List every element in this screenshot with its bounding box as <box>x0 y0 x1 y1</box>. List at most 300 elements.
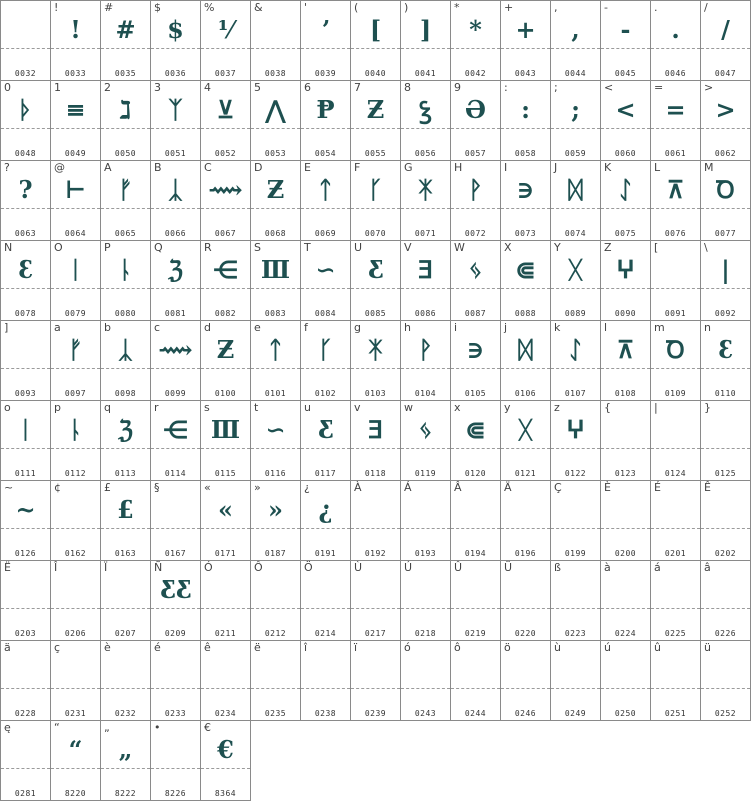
glyph-cell[interactable] <box>550 560 601 641</box>
baseline-divider <box>551 688 600 689</box>
baseline-divider <box>451 288 500 289</box>
glyph-cell[interactable] <box>300 320 351 401</box>
glyph-cell[interactable] <box>450 640 501 721</box>
glyph-cell[interactable] <box>0 160 51 241</box>
glyph-cell[interactable] <box>550 320 601 401</box>
glyph-cell[interactable] <box>200 240 251 321</box>
baseline-divider <box>51 608 100 609</box>
glyph-cell[interactable] <box>400 400 451 481</box>
glyph-cell[interactable] <box>350 0 401 81</box>
baseline-divider <box>301 208 350 209</box>
baseline-divider <box>401 208 450 209</box>
glyph-cell[interactable] <box>550 240 601 321</box>
glyph-cell[interactable] <box>700 0 751 81</box>
glyph-cell-char-label: a <box>54 321 61 334</box>
glyph-cell[interactable] <box>300 80 351 161</box>
glyph-cell[interactable] <box>200 0 251 81</box>
baseline-divider <box>701 48 750 49</box>
glyph-cell[interactable] <box>500 0 551 81</box>
baseline-divider <box>501 48 550 49</box>
glyph-cell[interactable] <box>100 0 151 81</box>
glyph-cell[interactable] <box>600 0 651 81</box>
glyph-cell-code: 0121 <box>514 469 537 478</box>
glyph-cell-char-label: ö <box>504 641 511 654</box>
glyph-cell[interactable] <box>200 560 251 641</box>
baseline-divider <box>101 608 150 609</box>
glyph-cell-code: 0234 <box>214 709 237 718</box>
glyph-cell[interactable] <box>150 720 201 801</box>
glyph-cell[interactable] <box>450 480 501 561</box>
glyph-cell-code: 0220 <box>514 629 537 638</box>
glyph-cell-char-label: . <box>654 1 658 14</box>
baseline-divider <box>101 448 150 449</box>
glyph-cell-code: 0250 <box>614 709 637 718</box>
glyph-cell[interactable] <box>300 160 351 241</box>
glyph-cell[interactable] <box>400 80 451 161</box>
glyph-cell[interactable] <box>150 640 201 721</box>
baseline-divider <box>401 448 450 449</box>
glyph-cell[interactable] <box>50 240 101 321</box>
glyph-cell-char-label: k <box>554 321 561 334</box>
glyph-cell[interactable] <box>150 320 201 401</box>
glyph-cell[interactable] <box>50 0 101 81</box>
glyph-cell-code: 0052 <box>214 149 237 158</box>
glyph-preview: ⋐ <box>515 255 536 284</box>
baseline-divider <box>351 368 400 369</box>
glyph-cell[interactable] <box>0 720 51 801</box>
glyph-cell-code: 0201 <box>664 549 687 558</box>
glyph-cell[interactable] <box>700 560 751 641</box>
baseline-divider <box>51 688 100 689</box>
glyph-cell[interactable] <box>350 80 401 161</box>
baseline-divider <box>351 208 400 209</box>
glyph-cell[interactable] <box>550 480 601 561</box>
glyph-preview: | <box>721 255 730 284</box>
glyph-cell[interactable] <box>450 320 501 401</box>
glyph-cell[interactable] <box>500 320 551 401</box>
glyph-cell[interactable] <box>300 400 351 481</box>
glyph-cell-code: 0101 <box>264 389 287 398</box>
glyph-cell-char-label: J <box>554 161 558 174</box>
glyph-preview: Ƶ <box>366 95 385 124</box>
glyph-cell[interactable] <box>650 400 701 481</box>
glyph-cell[interactable] <box>150 400 201 481</box>
glyph-cell[interactable] <box>0 400 51 481</box>
glyph-cell-char-label: ü <box>704 641 711 654</box>
glyph-cell-char-label: f <box>304 321 308 334</box>
baseline-divider <box>401 608 450 609</box>
glyph-cell[interactable] <box>450 0 501 81</box>
glyph-cell[interactable] <box>100 320 151 401</box>
glyph-cell-char-label: é <box>154 641 161 654</box>
baseline-divider <box>701 368 750 369</box>
glyph-preview <box>301 575 350 605</box>
glyph-cell[interactable] <box>50 320 101 401</box>
glyph-cell[interactable] <box>550 80 601 161</box>
glyph-cell-code: 8222 <box>114 789 137 798</box>
glyph-cell[interactable] <box>250 320 301 401</box>
glyph-cell-char-label: K <box>604 161 612 174</box>
glyph-cell[interactable] <box>600 240 651 321</box>
glyph-cell[interactable] <box>600 160 651 241</box>
baseline-divider <box>351 288 400 289</box>
glyph-preview: ⅟ <box>218 15 233 44</box>
glyph-cell[interactable] <box>150 160 201 241</box>
glyph-preview: ⴺ <box>417 255 434 284</box>
baseline-divider <box>301 288 350 289</box>
glyph-cell-char-label: w <box>404 401 413 414</box>
glyph-preview <box>101 575 150 605</box>
glyph-cell[interactable] <box>250 80 301 161</box>
glyph-preview: $ <box>167 15 184 44</box>
glyph-cell[interactable] <box>300 640 351 721</box>
glyph-cell-char-label: • <box>154 721 161 734</box>
glyph-cell[interactable] <box>700 80 751 161</box>
glyph-cell[interactable] <box>600 480 651 561</box>
glyph-preview: ¿ <box>318 495 333 524</box>
baseline-divider <box>51 128 100 129</box>
glyph-cell-char-label: ú <box>604 641 611 654</box>
glyph-cell[interactable] <box>550 160 601 241</box>
glyph-cell[interactable] <box>450 160 501 241</box>
baseline-divider <box>701 608 750 609</box>
glyph-cell[interactable] <box>300 0 351 81</box>
glyph-cell[interactable] <box>250 480 301 561</box>
baseline-divider <box>251 608 300 609</box>
glyph-cell[interactable] <box>600 400 651 481</box>
glyph-cell[interactable] <box>350 400 401 481</box>
glyph-cell-char-label: Ô <box>254 561 263 574</box>
glyph-cell-code: 0120 <box>464 469 487 478</box>
glyph-cell[interactable] <box>650 560 701 641</box>
baseline-divider <box>351 688 400 689</box>
glyph-cell[interactable] <box>700 400 751 481</box>
glyph-cell[interactable] <box>450 240 501 321</box>
glyph-cell[interactable] <box>300 240 351 321</box>
glyph-cell-code: 0106 <box>514 389 537 398</box>
glyph-preview <box>601 415 650 445</box>
glyph-cell[interactable] <box>650 240 701 321</box>
glyph-preview <box>51 575 100 605</box>
glyph-cell[interactable] <box>50 160 101 241</box>
glyph-cell[interactable] <box>150 240 201 321</box>
glyph-cell[interactable] <box>400 160 451 241</box>
baseline-divider <box>451 368 500 369</box>
glyph-cell[interactable] <box>250 640 301 721</box>
glyph-cell-code: 0206 <box>64 629 87 638</box>
baseline-divider <box>551 208 600 209</box>
glyph-cell-char-label: ? <box>4 161 10 174</box>
glyph-cell[interactable] <box>650 480 701 561</box>
glyph-cell[interactable] <box>150 560 201 641</box>
glyph-cell[interactable] <box>500 560 551 641</box>
glyph-preview: ⋐ <box>465 415 486 444</box>
glyph-cell[interactable] <box>500 240 551 321</box>
glyph-cell[interactable] <box>650 160 701 241</box>
glyph-preview <box>1 15 50 45</box>
glyph-cell[interactable] <box>700 320 751 401</box>
glyph-cell-code: 0040 <box>364 69 387 78</box>
glyph-preview: ᚹ <box>468 175 483 204</box>
baseline-divider <box>101 208 150 209</box>
glyph-cell[interactable] <box>250 0 301 81</box>
glyph-cell[interactable] <box>100 160 151 241</box>
glyph-cell-code: 0113 <box>114 469 137 478</box>
glyph-cell[interactable] <box>700 640 751 721</box>
glyph-cell[interactable] <box>150 0 201 81</box>
baseline-divider <box>401 368 450 369</box>
glyph-preview: ꜫ <box>18 255 33 284</box>
glyph-cell[interactable] <box>600 560 651 641</box>
glyph-preview: ᚷ <box>568 255 583 284</box>
glyph-cell-code: 0056 <box>414 149 437 158</box>
glyph-cell[interactable] <box>250 240 301 321</box>
glyph-cell[interactable] <box>0 240 51 321</box>
glyph-cell[interactable] <box>250 160 301 241</box>
glyph-cell[interactable] <box>500 480 551 561</box>
baseline-divider <box>451 608 500 609</box>
glyph-cell[interactable] <box>600 320 651 401</box>
glyph-cell-code: 0038 <box>264 69 287 78</box>
glyph-cell[interactable] <box>600 80 651 161</box>
glyph-cell-code: 0117 <box>314 469 337 478</box>
glyph-cell[interactable] <box>400 320 451 401</box>
glyph-cell-code: 0070 <box>364 229 387 238</box>
glyph-cell[interactable] <box>450 560 501 641</box>
glyph-cell[interactable] <box>350 160 401 241</box>
glyph-cell[interactable] <box>100 720 151 801</box>
glyph-cell[interactable] <box>400 640 451 721</box>
glyph-cell[interactable] <box>50 480 101 561</box>
baseline-divider <box>301 448 350 449</box>
baseline-divider <box>701 128 750 129</box>
glyph-cell[interactable] <box>450 400 501 481</box>
glyph-preview: . <box>671 15 680 44</box>
glyph-cell-code: 0226 <box>714 629 737 638</box>
glyph-cell[interactable] <box>300 480 351 561</box>
glyph-cell[interactable] <box>700 160 751 241</box>
glyph-cell-code: 0063 <box>14 229 37 238</box>
glyph-cell[interactable] <box>650 320 701 401</box>
glyph-cell-code: 0103 <box>364 389 387 398</box>
glyph-cell[interactable] <box>200 320 251 401</box>
glyph-preview: ! <box>70 15 81 44</box>
glyph-cell[interactable] <box>400 560 451 641</box>
glyph-cell[interactable] <box>200 480 251 561</box>
glyph-cell[interactable] <box>200 160 251 241</box>
glyph-preview <box>601 575 650 605</box>
glyph-preview <box>1 335 50 365</box>
glyph-preview <box>651 255 700 285</box>
glyph-cell-char-label: F <box>354 161 361 174</box>
glyph-cell[interactable] <box>150 480 201 561</box>
glyph-cell[interactable] <box>550 400 601 481</box>
glyph-cell-code: 8364 <box>214 789 237 798</box>
glyph-cell[interactable] <box>200 640 251 721</box>
glyph-cell-char-label: H <box>454 161 463 174</box>
glyph-preview: ⋀ <box>265 95 286 124</box>
glyph-cell[interactable] <box>350 640 401 721</box>
glyph-cell-char-label: ¿ <box>304 481 310 494</box>
glyph-cell-code: 0191 <box>314 549 337 558</box>
glyph-preview <box>551 655 600 685</box>
glyph-cell[interactable] <box>0 320 51 401</box>
baseline-divider <box>351 128 400 129</box>
glyph-cell[interactable] <box>200 400 251 481</box>
glyph-preview: ⊼ <box>666 175 685 204</box>
glyph-cell-char-label: e <box>254 321 261 334</box>
baseline-divider <box>251 48 300 49</box>
glyph-cell[interactable] <box>550 640 601 721</box>
glyph-cell[interactable] <box>400 240 451 321</box>
baseline-divider <box>501 208 550 209</box>
glyph-cell-code: 0036 <box>164 69 187 78</box>
glyph-cell-char-label: ç <box>54 641 61 654</box>
glyph-preview <box>151 495 200 525</box>
glyph-cell-code: 0224 <box>614 629 637 638</box>
glyph-cell[interactable] <box>650 0 701 81</box>
glyph-cell[interactable] <box>400 480 451 561</box>
glyph-cell-code: 0033 <box>64 69 87 78</box>
glyph-cell[interactable] <box>50 640 101 721</box>
baseline-divider <box>1 208 50 209</box>
glyph-cell[interactable] <box>600 640 651 721</box>
glyph-cell-char-label: l <box>604 321 608 334</box>
glyph-cell-code: 0200 <box>614 549 637 558</box>
glyph-cell[interactable] <box>50 720 101 801</box>
glyph-cell-code: 0244 <box>464 709 487 718</box>
baseline-divider <box>151 128 200 129</box>
glyph-cell[interactable] <box>350 240 401 321</box>
glyph-cell-code: 0047 <box>714 69 737 78</box>
glyph-preview <box>251 575 300 605</box>
baseline-divider <box>51 528 100 529</box>
glyph-cell[interactable] <box>400 0 451 81</box>
glyph-cell[interactable] <box>650 80 701 161</box>
glyph-cell[interactable] <box>100 560 151 641</box>
glyph-cell[interactable] <box>100 640 151 721</box>
glyph-cell-char-label: t <box>254 401 259 414</box>
glyph-cell-char-label: § <box>154 481 160 494</box>
glyph-preview: ᛁ <box>68 255 83 284</box>
glyph-cell[interactable] <box>450 80 501 161</box>
glyph-cell[interactable] <box>0 80 51 161</box>
glyph-cell[interactable] <box>500 400 551 481</box>
glyph-cell[interactable] <box>100 240 151 321</box>
glyph-cell-char-label: v <box>354 401 361 414</box>
glyph-cell-code: 0093 <box>14 389 37 398</box>
glyph-cell-char-label: ; <box>554 81 558 94</box>
glyph-cell[interactable] <box>350 480 401 561</box>
glyph-cell-char-label: È <box>604 481 611 494</box>
glyph-cell-code: 0232 <box>114 709 137 718</box>
glyph-cell[interactable] <box>150 80 201 161</box>
glyph-preview: ᛉ <box>168 95 183 124</box>
glyph-cell[interactable] <box>250 400 301 481</box>
baseline-divider <box>651 688 700 689</box>
glyph-cell-char-label: / <box>704 1 708 14</box>
glyph-preview <box>401 575 450 605</box>
glyph-preview: ⋲ <box>213 255 238 284</box>
glyph-cell[interactable] <box>500 640 551 721</box>
glyph-cell[interactable] <box>350 320 401 401</box>
glyph-preview: : <box>521 95 530 124</box>
glyph-cell-char-label: R <box>204 241 212 254</box>
baseline-divider <box>451 528 500 529</box>
glyph-preview: ℨ <box>118 415 133 444</box>
glyph-cell[interactable] <box>700 240 751 321</box>
glyph-cell[interactable] <box>350 560 401 641</box>
glyph-cell-code: 0231 <box>64 709 87 718</box>
glyph-preview: ∋ <box>516 175 535 204</box>
glyph-cell[interactable] <box>50 80 101 161</box>
glyph-cell[interactable] <box>700 480 751 561</box>
baseline-divider <box>1 688 50 689</box>
glyph-cell-char-label: - <box>604 1 608 14</box>
glyph-preview: ∽ <box>265 415 286 444</box>
glyph-cell[interactable] <box>200 80 251 161</box>
glyph-preview: ⟿ <box>158 335 193 364</box>
baseline-divider <box>101 768 150 769</box>
glyph-cell[interactable] <box>300 560 351 641</box>
baseline-divider <box>651 528 700 529</box>
glyph-cell-code: 0202 <box>714 549 737 558</box>
glyph-cell-char-label: + <box>504 1 514 14</box>
glyph-cell-code: 8226 <box>164 789 187 798</box>
glyph-cell-char-label: X <box>504 241 512 254</box>
glyph-cell[interactable] <box>200 720 251 801</box>
baseline-divider <box>301 48 350 49</box>
glyph-cell[interactable] <box>100 480 151 561</box>
glyph-cell-char-label: ) <box>404 1 409 14</box>
glyph-preview: Ә <box>465 95 486 124</box>
glyph-cell[interactable] <box>0 0 51 81</box>
glyph-cell[interactable] <box>0 560 51 641</box>
glyph-cell[interactable] <box>0 640 51 721</box>
baseline-divider <box>651 128 700 129</box>
glyph-cell[interactable] <box>550 0 601 81</box>
baseline-divider <box>601 48 650 49</box>
glyph-preview: ᛣ <box>168 175 183 204</box>
glyph-cell-code: 0080 <box>114 309 137 318</box>
baseline-divider <box>201 688 250 689</box>
glyph-cell-char-label: o <box>4 401 11 414</box>
glyph-cell[interactable] <box>650 640 701 721</box>
glyph-cell[interactable] <box>100 400 151 481</box>
glyph-cell-code: 0044 <box>564 69 587 78</box>
glyph-preview <box>151 655 200 685</box>
glyph-cell-code: 0212 <box>264 629 287 638</box>
glyph-cell[interactable] <box>0 480 51 561</box>
glyph-cell-code: 0054 <box>314 149 337 158</box>
glyph-preview <box>651 575 700 605</box>
glyph-cell-char-label: G <box>404 161 413 174</box>
glyph-cell[interactable] <box>50 400 101 481</box>
glyph-preview <box>251 15 300 45</box>
glyph-cell-code: 0115 <box>214 469 237 478</box>
glyph-cell[interactable] <box>500 160 551 241</box>
glyph-cell-char-label: Q <box>154 241 163 254</box>
glyph-preview <box>351 655 400 685</box>
glyph-cell-char-label: O <box>54 241 63 254</box>
glyph-cell[interactable] <box>100 80 151 161</box>
glyph-cell[interactable] <box>250 560 301 641</box>
glyph-cell-code: 0122 <box>564 469 587 478</box>
glyph-cell-code: 0207 <box>114 629 137 638</box>
glyph-cell[interactable] <box>50 560 101 641</box>
baseline-divider <box>551 288 600 289</box>
glyph-cell[interactable] <box>500 80 551 161</box>
